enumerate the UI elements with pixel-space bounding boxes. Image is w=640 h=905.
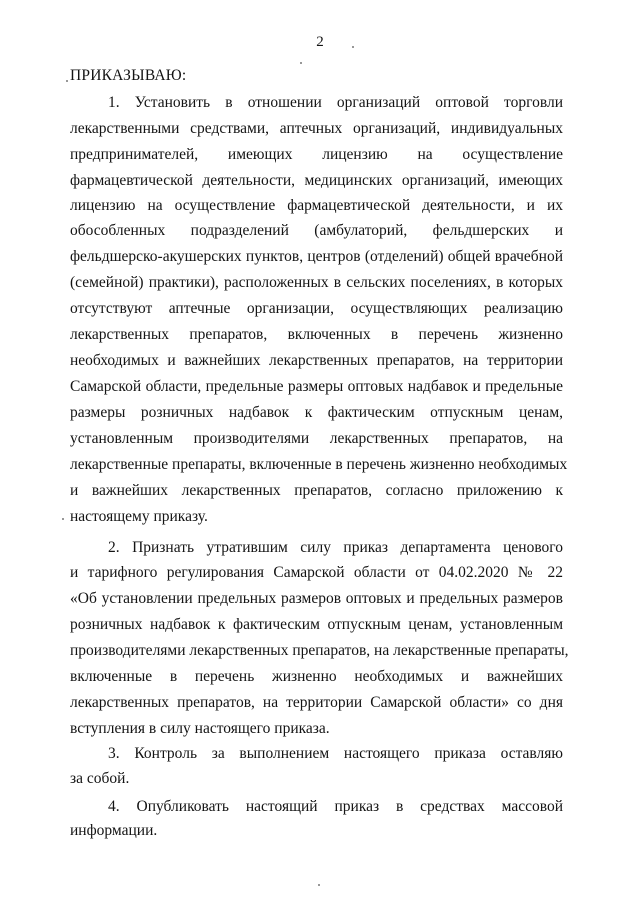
paragraph-1-line: лицензию на осуществление фармацевтической деятельности, и их	[70, 197, 563, 214]
paragraph-1-line: (семейной) практики), расположенных в сельских поселениях, в которых	[70, 274, 563, 291]
paragraph-2-line: и тарифного регулирования Самарской области от 04.02.2020 № 22	[70, 564, 563, 581]
paragraph-2-line: «Об установлении предельных размеров оптовых и предельных размеров	[70, 590, 563, 607]
paragraph-1-line: 1. Установить в отношении организаций оптовой торговли	[108, 94, 563, 111]
paragraph-1-line: необходимых и важнейших лекарственных препаратов, на территории	[70, 352, 563, 369]
order-heading: ПРИКАЗЫВАЮ:	[70, 67, 187, 84]
paragraph-4-line: информации.	[70, 822, 158, 839]
paragraph-1-line: Самарской области, предельные размеры оптовых надбавок и предельные	[70, 378, 563, 395]
paragraph-2-line: 2. Признать утратившим силу приказ департамента ценового	[108, 539, 563, 556]
paragraph-1-line: фармацевтической деятельности, медицинских организаций, имеющих	[70, 172, 563, 189]
paragraph-1-line: настоящему приказу.	[70, 508, 208, 525]
paragraph-1-line: и важнейших лекарственных препаратов, согласно приложению к	[70, 482, 563, 499]
paragraph-3-line: 3. Контроль за выполнением настоящего приказа оставляю	[108, 745, 563, 762]
paragraph-4-line: 4. Опубликовать настоящий приказ в средствах массовой	[108, 798, 563, 815]
scan-speck	[300, 62, 302, 64]
paragraph-1-line: фельдшерско-акушерских пунктов, центров (отделений) общей врачебной	[70, 248, 563, 265]
paragraph-1-line: установленным производителями лекарственных препаратов, на	[70, 430, 563, 447]
scan-speck	[318, 884, 320, 886]
paragraph-1-line: лекарственные препараты, включенные в перечень жизненно необходимых	[70, 456, 568, 473]
paragraph-3-line: за собой.	[70, 770, 130, 787]
paragraph-1-line: лекарственными средствами, аптечных организаций, индивидуальных	[70, 120, 563, 137]
scan-speck	[66, 80, 68, 82]
paragraph-1-line: отсутствуют аптечные организации, осуществляющих реализацию	[70, 300, 563, 317]
paragraph-2-line: производителями лекарственных препаратов, на лекарственные препараты,	[70, 642, 569, 659]
paragraph-2-line: вступления в силу настоящего приказа.	[70, 720, 330, 737]
paragraph-2-line: лекарственных препаратов, на территории Самарской области» со дня	[70, 694, 563, 711]
paragraph-1-line: лекарственных препаратов, включенных в перечень жизненно	[70, 326, 563, 343]
paragraph-1-line: обособленных подразделений (амбулаторий, фельдшерских и	[70, 222, 563, 239]
paragraph-2-line: включенные в перечень жизненно необходимых и важнейших	[70, 668, 563, 685]
scan-speck	[352, 46, 354, 48]
paragraph-2-line: розничных надбавок к фактическим отпускным ценам, установленным	[70, 616, 563, 633]
paragraph-1-line: предпринимателей, имеющих лицензию на осуществление	[70, 146, 563, 163]
paragraph-1-line: размеры розничных надбавок к фактическим отпускным ценам,	[70, 404, 563, 421]
scan-speck	[62, 518, 64, 520]
page-number: 2	[316, 34, 324, 50]
